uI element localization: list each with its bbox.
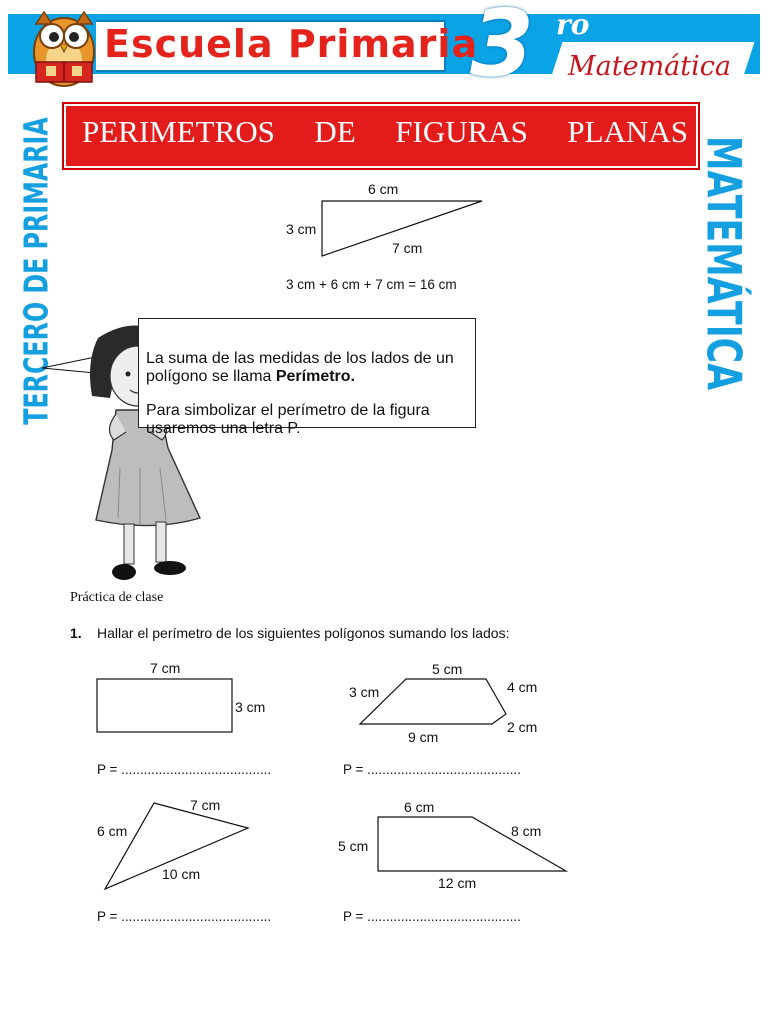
side-label-right-text: MATEMÁTICA bbox=[695, 135, 751, 391]
definition-text bbox=[146, 334, 464, 454]
trapezoid2-side-bottom: 12 cm bbox=[438, 875, 477, 891]
answer-b: P = ......................................... bbox=[343, 762, 521, 777]
trapezoid1-side-small: 2 cm bbox=[507, 719, 538, 735]
trapezoid2-side-left: 5 cm bbox=[338, 838, 369, 854]
example-equation: 3 cm + 6 cm + 7 cm = 16 cm bbox=[286, 277, 457, 292]
example-side-top: 6 cm bbox=[368, 181, 399, 197]
trapezoid1-side-top: 5 cm bbox=[432, 661, 463, 677]
page-title: PERIMETROS DE FIGURAS PLANAS bbox=[82, 114, 688, 149]
rectangle-side-top: 7 cm bbox=[150, 660, 181, 676]
side-label-right bbox=[695, 116, 751, 410]
subject-name: Matemática bbox=[568, 51, 731, 82]
owl-logo bbox=[22, 6, 106, 90]
exercise-instruction: Hallar el perímetro de los siguientes polígonos sumando los lados: bbox=[97, 625, 510, 641]
school-name: Escuela Primaria bbox=[104, 22, 479, 66]
triangle-side-top: 7 cm bbox=[190, 797, 221, 813]
definition-line-2: Para simbolizar el perímetro de la figura usaremos una letra P. bbox=[146, 402, 430, 437]
trapezoid1-side-left: 3 cm bbox=[349, 684, 380, 700]
trapezoid2-side-right: 8 cm bbox=[511, 823, 542, 839]
exercise-number: 1. bbox=[70, 625, 82, 641]
example-side-left: 3 cm bbox=[286, 221, 317, 237]
grade-number: 3 bbox=[470, 0, 535, 97]
triangle-side-left: 6 cm bbox=[97, 823, 128, 839]
triangle-side-bottom: 10 cm bbox=[162, 866, 201, 882]
definition-keyword: Perímetro. bbox=[275, 368, 355, 385]
trapezoid1-side-right: 4 cm bbox=[507, 679, 538, 695]
answer-a: P = ........................................ bbox=[97, 762, 272, 777]
example-side-hyp: 7 cm bbox=[392, 240, 423, 256]
definition-line-1 bbox=[146, 350, 464, 386]
definition-line-1-text: La suma de las medidas de los lados de un polígono se llama bbox=[146, 350, 454, 385]
grade-suffix: ro bbox=[556, 8, 590, 41]
answer-d: P = ......................................... bbox=[343, 909, 521, 924]
rectangle-shape bbox=[96, 678, 234, 734]
answer-c: P = ........................................ bbox=[97, 909, 272, 924]
side-label-left-text: TERCERO DE PRIMARIA bbox=[16, 117, 56, 425]
trapezoid2-side-top: 6 cm bbox=[404, 799, 435, 815]
trapezoid1-side-bottom: 9 cm bbox=[408, 729, 439, 745]
rectangle-side-right: 3 cm bbox=[235, 699, 266, 715]
practice-heading: Práctica de clase bbox=[70, 590, 164, 605]
